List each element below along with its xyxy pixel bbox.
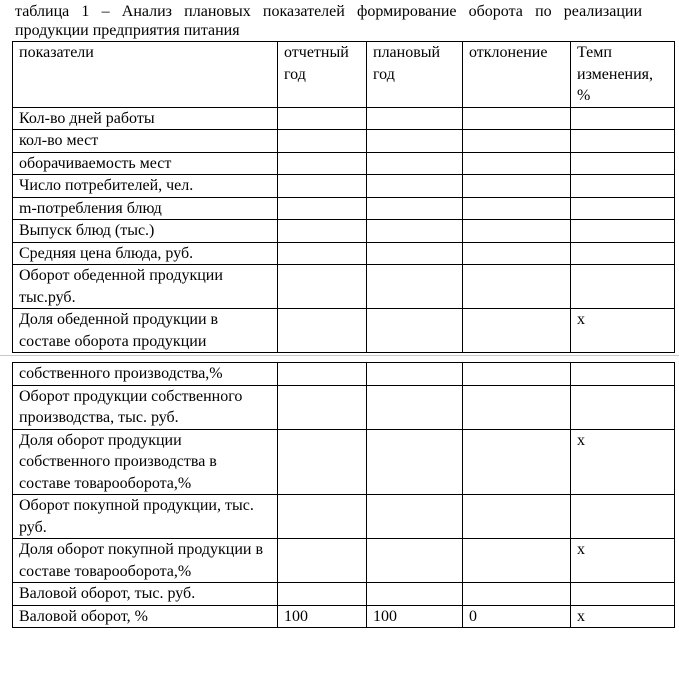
cell — [367, 309, 463, 353]
cell — [463, 429, 571, 495]
cell — [571, 130, 675, 153]
header-cell-report-year: отчетный год — [278, 42, 367, 108]
cell — [367, 197, 463, 220]
row-label: Валовой оборот, % — [13, 605, 278, 628]
cell — [463, 495, 571, 539]
cell — [571, 242, 675, 265]
cell — [367, 242, 463, 265]
row-label: Доля обеденной продукции в составе оборота продукции — [13, 309, 278, 353]
cell: 100 — [367, 605, 463, 628]
cell — [278, 197, 367, 220]
page-break-divider — [0, 355, 679, 356]
cell — [571, 152, 675, 175]
cell — [571, 197, 675, 220]
table-row — [13, 539, 675, 583]
cell — [571, 265, 675, 309]
analysis-table-part-2 — [12, 362, 675, 628]
table-row — [13, 385, 675, 429]
row-label: Выпуск блюд (тыс.) — [13, 220, 278, 243]
table-row — [13, 220, 675, 243]
row-label: оборачиваемость мест — [13, 152, 278, 175]
cell — [278, 242, 367, 265]
cell — [367, 583, 463, 606]
table-row — [13, 363, 675, 386]
cell — [278, 583, 367, 606]
row-label: кол-во мест — [13, 130, 278, 153]
table-row — [13, 152, 675, 175]
row-label: Оборот покупной продукции, тыс. руб. — [13, 495, 278, 539]
cell — [367, 175, 463, 198]
cell — [463, 539, 571, 583]
cell — [571, 583, 675, 606]
table-row — [13, 583, 675, 606]
cell — [367, 495, 463, 539]
cell — [463, 242, 571, 265]
cell — [463, 385, 571, 429]
cell — [463, 309, 571, 353]
row-label: m-потребления блюд — [13, 197, 278, 220]
analysis-table-part-1 — [12, 41, 675, 353]
header-cell-deviation: отклонение — [463, 42, 571, 108]
cell — [278, 539, 367, 583]
row-label: Валовой оборот, тыс. руб. — [13, 583, 278, 606]
cell — [278, 309, 367, 353]
table-row — [13, 130, 675, 153]
cell — [571, 363, 675, 386]
cell — [463, 130, 571, 153]
cell — [278, 220, 367, 243]
cell — [463, 220, 571, 243]
cell — [278, 130, 367, 153]
cell — [571, 385, 675, 429]
row-label: Кол-во дней работы — [13, 107, 278, 130]
cell — [367, 130, 463, 153]
cell — [278, 265, 367, 309]
table-row — [13, 242, 675, 265]
row-label: Оборот продукции собственного производства, тыс. руб. — [13, 385, 278, 429]
header-row — [13, 42, 675, 108]
cell — [278, 107, 367, 130]
header-cell-plan-year: плановый год — [367, 42, 463, 108]
table-row — [13, 495, 675, 539]
table-row — [13, 175, 675, 198]
cell — [367, 265, 463, 309]
cell — [463, 265, 571, 309]
table-row — [13, 309, 675, 353]
cell — [278, 152, 367, 175]
row-label: Оборот обеденной продукции тыс.руб. — [13, 265, 278, 309]
cell — [571, 175, 675, 198]
cell — [571, 220, 675, 243]
cell: x — [571, 539, 675, 583]
cell — [571, 107, 675, 130]
cell — [367, 220, 463, 243]
cell — [278, 385, 367, 429]
cell — [463, 107, 571, 130]
table-row — [13, 107, 675, 130]
cell — [367, 363, 463, 386]
row-label: Средняя цена блюда, руб. — [13, 242, 278, 265]
cell — [367, 385, 463, 429]
header-cell-change-rate: Темп изменения, % — [571, 42, 675, 108]
cell — [278, 363, 367, 386]
cell — [463, 175, 571, 198]
cell — [367, 429, 463, 495]
cell: x — [571, 309, 675, 353]
cell: 0 — [463, 605, 571, 628]
cell: 100 — [278, 605, 367, 628]
cell — [278, 495, 367, 539]
cell — [278, 429, 367, 495]
cell — [367, 107, 463, 130]
table-row — [13, 429, 675, 495]
table-row — [13, 605, 675, 628]
cell — [463, 152, 571, 175]
cell: x — [571, 605, 675, 628]
row-label: собственного производства,% — [13, 363, 278, 386]
row-label: Доля оборот продукции собственного производства в составе товарооборота,% — [13, 429, 278, 495]
cell — [278, 175, 367, 198]
cell: x — [571, 429, 675, 495]
cell — [463, 363, 571, 386]
cell — [463, 583, 571, 606]
cell — [367, 539, 463, 583]
table-caption: таблица 1 – Анализ плановых показателей формирование оборота по реализации продукции предприятия питания — [15, 3, 642, 39]
table-row — [13, 265, 675, 309]
cell — [571, 495, 675, 539]
cell — [367, 152, 463, 175]
header-cell-indicators: показатели — [13, 42, 278, 108]
table-row — [13, 197, 675, 220]
row-label: Доля оборот покупной продукции в составе товарооборота,% — [13, 539, 278, 583]
row-label: Число потребителей, чел. — [13, 175, 278, 198]
cell — [463, 197, 571, 220]
